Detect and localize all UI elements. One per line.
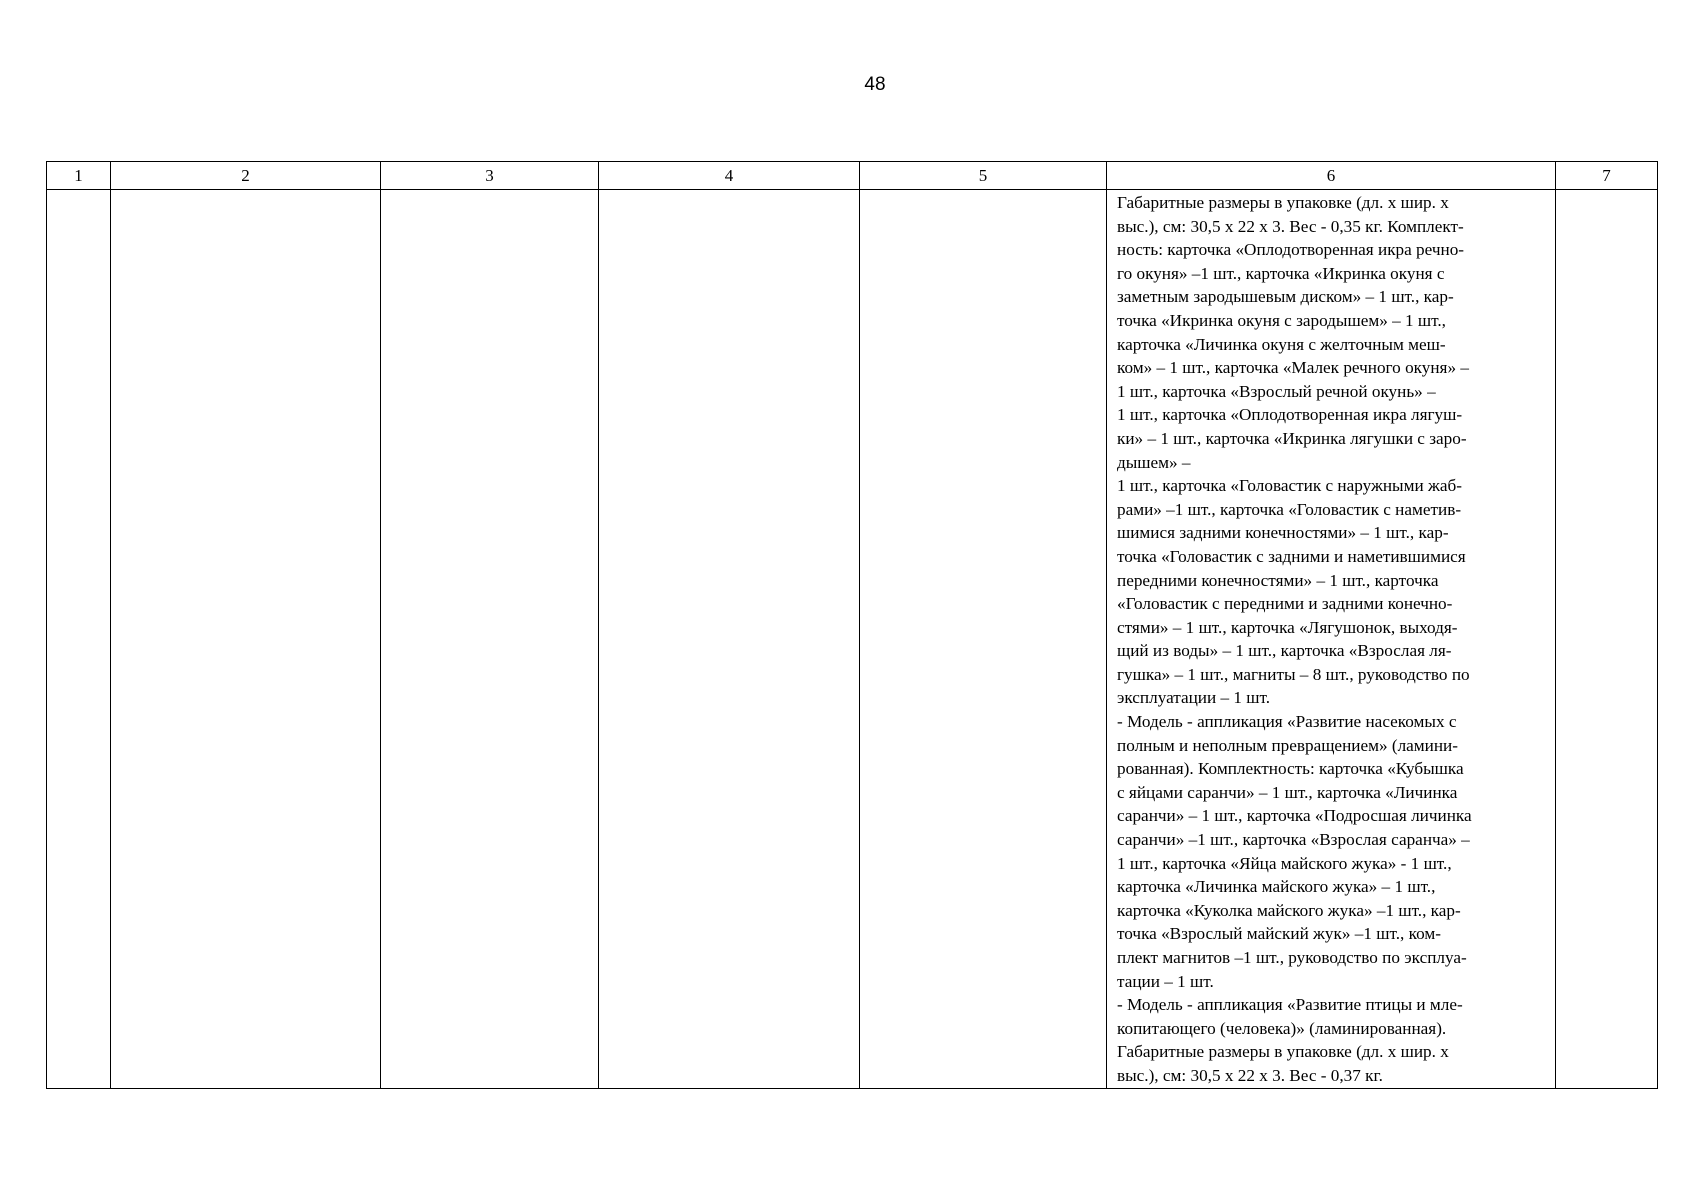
cell-col-5	[860, 190, 1107, 1089]
description-line: Габаритные размеры в упаковке (дл. х шир. х	[1117, 193, 1449, 212]
description-line: рами» –1 шт., карточка «Головастик с наметив-	[1117, 499, 1462, 519]
description-line: 1 шт., карточка «Оплодотворенная икра лягуш-	[1117, 405, 1463, 425]
description-line: копитающего (человека)» (ламинированная).	[1117, 1018, 1447, 1038]
description-line: эксплуатации – 1 шт.	[1117, 688, 1271, 708]
description-line: 1 шт., карточка «Головастик с наружными жаб-	[1117, 476, 1462, 496]
cell-col-7	[1556, 190, 1658, 1089]
description-line: заметным зародышевым диском» – 1 шт., кар-	[1117, 287, 1454, 307]
description-line: точка «Головастик с задними и наметившимися	[1117, 546, 1466, 566]
header-col-3: 3	[381, 162, 599, 190]
description-line: тации – 1 шт.	[1117, 971, 1214, 991]
specification-table	[46, 161, 1658, 1089]
description-line: выс.), см: 30,5 х 22 х 3. Вес - 0,35 кг. Комплект-	[1117, 216, 1464, 236]
description-line: ком» – 1 шт., карточка «Малек речного окуня» –	[1117, 358, 1469, 378]
description-line: го окуня» –1 шт., карточка «Икринка окуня с	[1117, 263, 1445, 283]
description-line: рованная). Комплектность: карточка «Кубышка	[1117, 759, 1464, 779]
description-line: стями» – 1 шт., карточка «Лягушонок, выходя-	[1117, 617, 1458, 637]
description-line: карточка «Личинка майского жука» – 1 шт.,	[1117, 877, 1436, 897]
description-line: гушка» – 1 шт., магниты – 8 шт., руководство по	[1117, 664, 1470, 684]
header-col-1: 1	[47, 162, 111, 190]
description-line: Габаритные размеры в упаковке (дл. х шир. х	[1117, 1042, 1449, 1062]
header-row	[47, 162, 1658, 190]
description-line: плект магнитов –1 шт., руководство по эксплуа-	[1117, 948, 1467, 967]
description-line: с яйцами саранчи» – 1 шт., карточка «Личинка	[1117, 782, 1458, 802]
header-col-6: 6	[1107, 162, 1556, 190]
description-line: точка «Взрослый майский жук» –1 шт., ком-	[1117, 924, 1441, 944]
description-line: - Модель - аппликация «Развитие птицы и мле-	[1117, 995, 1463, 1015]
cell-col-2	[111, 190, 381, 1089]
description-line: ки» – 1 шт., карточка «Икринка лягушки с заро-	[1117, 428, 1467, 448]
description-line: дышем» –	[1117, 452, 1191, 472]
header-col-7: 7	[1556, 162, 1658, 190]
cell-col-4	[599, 190, 860, 1089]
description-line: шимися задними конечностями» – 1 шт., кар-	[1117, 523, 1449, 543]
item-description	[1107, 190, 1555, 1088]
cell-col-6	[1107, 190, 1556, 1089]
page-number: 48	[864, 74, 886, 95]
description-line: 1 шт., карточка «Яйца майского жука» - 1 шт.,	[1117, 853, 1452, 873]
description-line: саранчи» – 1 шт., карточка «Подросшая личинка	[1117, 806, 1472, 826]
header-col-2: 2	[111, 162, 381, 190]
description-line: точка «Икринка окуня с зародышем» – 1 шт.,	[1117, 310, 1446, 330]
description-line: ность: карточка «Оплодотворенная икра речно-	[1117, 240, 1465, 260]
header-col-4: 4	[599, 162, 860, 190]
description-line: 1 шт., карточка «Взрослый речной окунь» –	[1117, 381, 1436, 401]
table-row	[47, 190, 1658, 1089]
description-line: выс.), см: 30,5 х 22 х 3. Вес - 0,37 кг.	[1117, 1065, 1383, 1085]
header-col-5: 5	[860, 162, 1107, 190]
description-line: полным и неполным превращением» (ламини-	[1117, 735, 1458, 755]
description-line: - Модель - аппликация «Развитие насекомых с	[1117, 712, 1457, 732]
description-line: карточка «Личинка окуня с желточным меш-	[1117, 334, 1446, 354]
description-line: «Головастик с передними и задними конечно-	[1117, 594, 1453, 614]
description-line: щий из воды» – 1 шт., карточка «Взрослая ля-	[1117, 641, 1452, 661]
cell-col-1	[47, 190, 111, 1089]
cell-col-3	[381, 190, 599, 1089]
description-line: карточка «Куколка майского жука» –1 шт., кар-	[1117, 900, 1461, 920]
description-line: передними конечностями» – 1 шт., карточка	[1117, 570, 1439, 590]
description-line: саранчи» –1 шт., карточка «Взрослая саранча» –	[1117, 830, 1470, 850]
